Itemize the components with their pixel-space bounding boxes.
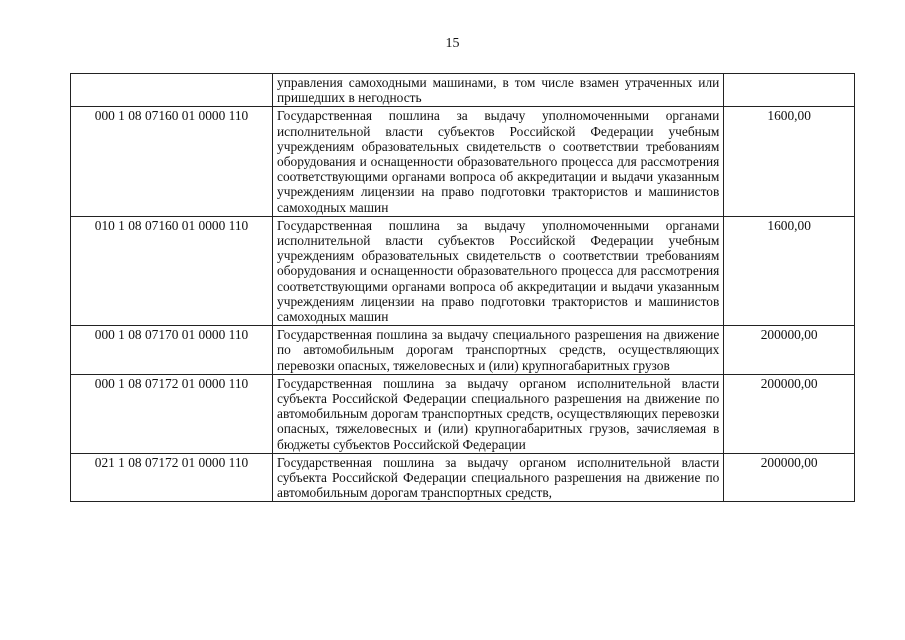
budget-codes-table bbox=[70, 73, 855, 502]
table-row bbox=[71, 453, 855, 502]
amount-cell: 1600,00 bbox=[724, 107, 855, 216]
table-row bbox=[71, 374, 855, 453]
income-name-cell: управления самоходными машинами, в том числе взамен утраченных или пришедших в негодность bbox=[273, 74, 724, 107]
amount-cell: 1600,00 bbox=[724, 216, 855, 325]
budget-code-cell: 000 1 08 07160 01 0000 110 bbox=[71, 107, 273, 216]
income-name-cell: Государственная пошлина за выдачу специального разрешения на движение по автомобильным дорогам транспортных средств, осуществляющих перевозки опасных, тяжеловесных и (или) крупногабаритных грузов bbox=[273, 326, 724, 375]
amount-cell bbox=[724, 74, 855, 107]
income-name-cell: Государственная пошлина за выдачу уполномоченными органами исполнительной власти субъектов Российской Федерации учебным учреждениям образовательных свидетельств о соответствии требованиям оборудования и оснащенности образовательного процесса для рассмотрения соответствующими органами вопроса об аккредитации и выдачи указанным учреждениям лицензии на право подготовки трактористов и машинистов самоходных машин bbox=[273, 216, 724, 325]
income-name-cell: Государственная пошлина за выдачу органом исполнительной власти субъекта Российской Федерации специального разрешения на движение по автомобильным дорогам транспортных средств, осуществляющих перевозки опасных, тяжеловесных и (или) крупногабаритных грузов, зачисляемая в бюджеты субъектов Российской Федерации bbox=[273, 374, 724, 453]
table-row bbox=[71, 74, 855, 107]
income-name-cell: Государственная пошлина за выдачу органом исполнительной власти субъекта Российской Федерации специального разрешения на движение по автомобильным дорогам транспортных средств, bbox=[273, 453, 724, 502]
budget-code-cell: 010 1 08 07160 01 0000 110 bbox=[71, 216, 273, 325]
amount-cell: 200000,00 bbox=[724, 453, 855, 502]
budget-code-cell: 000 1 08 07170 01 0000 110 bbox=[71, 326, 273, 375]
table-row bbox=[71, 107, 855, 216]
budget-code-cell bbox=[71, 74, 273, 107]
income-name-cell: Государственная пошлина за выдачу уполномоченными органами исполнительной власти субъектов Российской Федерации учебным учреждениям образовательных свидетельств о соответствии требованиям оборудования и оснащенности образовательного процесса для рассмотрения соответствующими органами вопроса об аккредитации и выдачи указанным учреждениям лицензии на право подготовки трактористов и машинистов самоходных машин bbox=[273, 107, 724, 216]
amount-cell: 200000,00 bbox=[724, 374, 855, 453]
budget-code-cell: 000 1 08 07172 01 0000 110 bbox=[71, 374, 273, 453]
table-row bbox=[71, 216, 855, 325]
budget-code-cell: 021 1 08 07172 01 0000 110 bbox=[71, 453, 273, 502]
page-bottom-margin bbox=[0, 583, 905, 640]
amount-cell: 200000,00 bbox=[724, 326, 855, 375]
page-number: 15 bbox=[445, 36, 460, 51]
table-row bbox=[71, 326, 855, 375]
